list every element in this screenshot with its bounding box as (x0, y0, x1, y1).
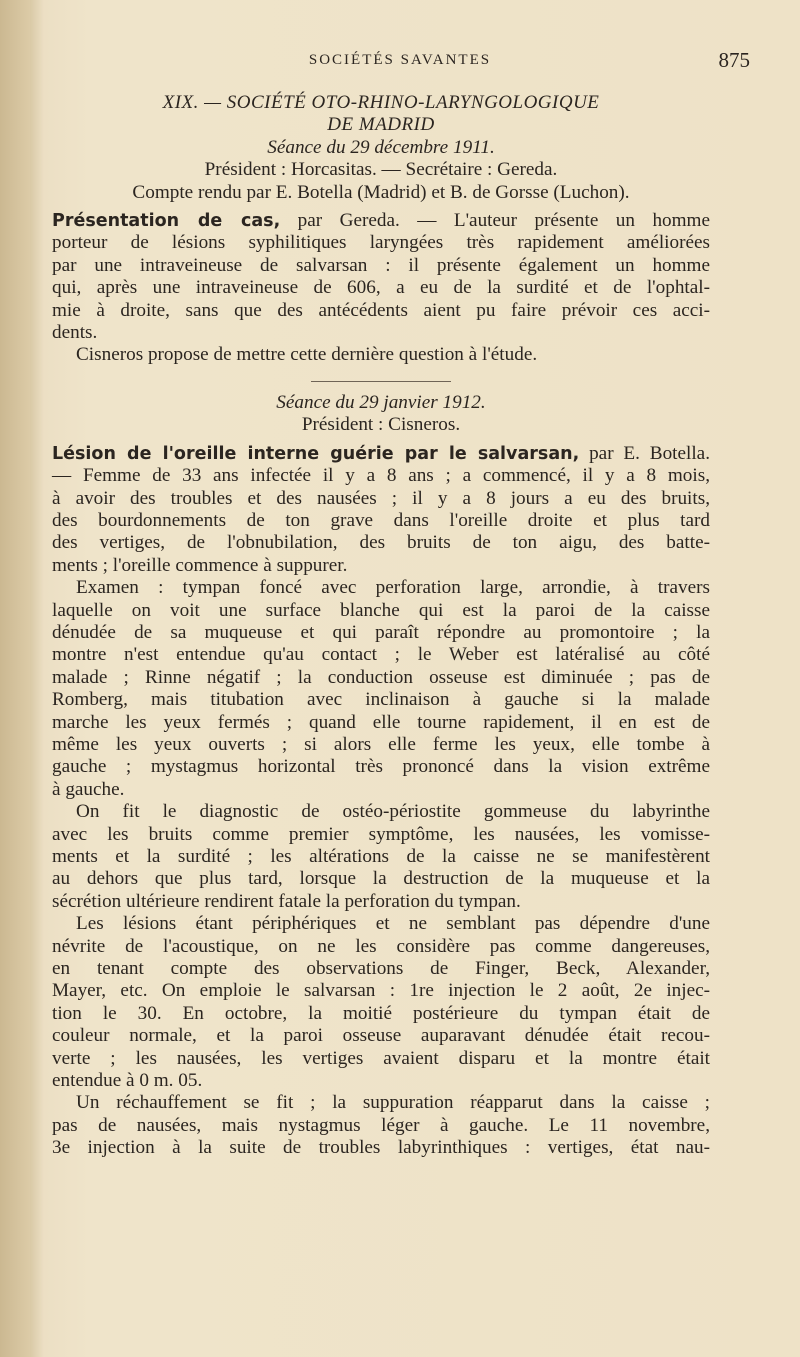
paragraph-line: des vertiges, de l'obnubilation, des bruits de ton aigu, des batte- (52, 532, 710, 554)
officers-line: Président : Horcasitas. — Secrétaire : Gereda. (204, 159, 558, 181)
section2-title-tail: par E. Botella. (579, 442, 710, 464)
paragraph-line: malade ; Rinne négatif ; la conduction osseuse est diminuée ; pas de (52, 666, 710, 688)
paragraph-line: montre n'est entendue qu'au contact ; le Weber est latéralisé au côté (52, 644, 710, 666)
section-divider (311, 381, 451, 382)
paragraph-line: pas de nausées, mais nystagmus léger à gauche. Le 11 novembre, (52, 1114, 710, 1136)
paragraph-line: à avoir des troubles et des nausées ; il y a 8 jours a eu des bruits, (52, 487, 710, 509)
paragraph-line: avec les bruits comme premier symptôme, les nausées, les vomisse- (52, 823, 710, 845)
paragraph-line: ments et la surdité ; les altérations de la caisse ne se manifestèrent (52, 846, 710, 867)
running-head (50, 48, 750, 72)
paragraph-line: même les yeux ouverts ; si alors elle ferme les yeux, elle tombe à (52, 733, 710, 755)
paragraph-line: entendue à 0 m. 05. (52, 1070, 203, 1092)
paragraph-line: verte ; les nausées, les vertiges avaient disparu et la montre était (52, 1047, 710, 1069)
paragraph-line: au dehors que plus tard, lorsque la destruction de la muqueuse et la (52, 868, 710, 890)
paragraph-line: marche les yeux fermés ; quand elle tourne rapidement, il en est de (52, 711, 710, 733)
paragraph-line: tion le 30. En octobre, la moitié postérieure du tympan était de (52, 1002, 710, 1024)
article-body (52, 92, 710, 1160)
section1-line: mie à droite, sans que des antécédents aient pu faire prévoir ces acci- (52, 299, 710, 321)
running-title: SOCIÉTÉS SAVANTES (308, 52, 492, 68)
page-number: 875 (718, 48, 750, 72)
paragraph-line: Examen : tympan foncé avec perforation large, arrondie, à travers (76, 577, 710, 599)
society-title-line1: XIX. — SOCIÉTÉ OTO-RHINO-LARYNGOLOGIQUE (162, 92, 600, 113)
paragraph-line: Un réchauffement se fit ; la suppuration réapparut dans la caisse ; (76, 1092, 710, 1114)
paragraph-line: des bourdonnements de ton grave dans l'oreille droite et plus tard (52, 509, 710, 531)
paragraph-line: gauche ; mystagmus horizontal très prononcé dans la vision extrême (52, 756, 710, 778)
cisneros-line: Cisneros propose de mettre cette dernière question à l'étude. (76, 344, 538, 366)
paragraph-line: Romberg, mais titubation avec inclinaison à gauche si la malade (52, 689, 710, 711)
paragraph-line: 3e injection à la suite de troubles labyrinthiques : vertiges, état nau- (52, 1137, 710, 1159)
paragraph-line: On fit le diagnostic de ostéo-périostite gommeuse du labyrinthe (76, 801, 710, 823)
section1-line: dents. (52, 322, 98, 344)
president-line: Président : Cisneros. (301, 414, 461, 436)
section1-line: par une intraveineuse de salvarsan : il présente également un homme (52, 254, 710, 276)
paragraph-line: ments ; l'oreille commence à suppurer. (52, 554, 348, 576)
seance-date-2: Séance du 29 janvier 1912. (276, 391, 486, 413)
section2-title: Lésion de l'oreille interne guérie par le salvarsan, (52, 443, 580, 464)
paragraph-line: en tenant compte des observations de Finger, Beck, Alexander, (52, 958, 710, 980)
society-title-line2: DE MADRID (327, 114, 435, 136)
paragraph-line: dénudée de sa muqueuse et qui paraît répondre au promontoire ; la (52, 621, 710, 643)
paragraph-line: laquelle on voit une surface blanche qui est la paroi de la caisse (52, 599, 710, 621)
paragraph-line: sécrétion ultérieure rendirent fatale la perforation du tympan. (52, 890, 521, 912)
paragraph-line: à gauche. (52, 778, 125, 800)
paragraph-line: couleur normale, et la paroi osseuse auparavant dénudée était recou- (52, 1025, 710, 1047)
section1-title: Présentation de cas, (52, 211, 281, 232)
paragraph-line: Mayer, etc. On emploie le salvarsan : 1re injection le 2 août, 2e injec- (52, 980, 710, 1002)
section1-first-line (52, 210, 710, 232)
paragraph-line: Les lésions étant périphériques et ne semblant pas dépendre d'une (76, 913, 710, 935)
paragraph-line: névrite de l'acoustique, on ne les considère pas comme dangereuses, (52, 935, 710, 957)
section1-line: qui, après une intraveineuse de 606, a eu de la surdité et de l'ophtal- (52, 277, 710, 299)
section1-line: porteur de lésions syphilitiques laryngées très rapidement améliorées (52, 232, 710, 254)
seance-date-1: Séance du 29 décembre 1911. (267, 136, 495, 158)
section2-title-line (52, 443, 710, 465)
paragraph-line: — Femme de 33 ans infectée il y a 8 ans ; a commencé, il y a 8 mois, (52, 465, 710, 487)
section1-line: par Gereda. — L'auteur présente un homme (280, 210, 710, 232)
page-gutter (0, 0, 30, 1357)
compte-rendu-line: Compte rendu par E. Botella (Madrid) et B. de Gorsse (Luchon). (132, 181, 630, 203)
